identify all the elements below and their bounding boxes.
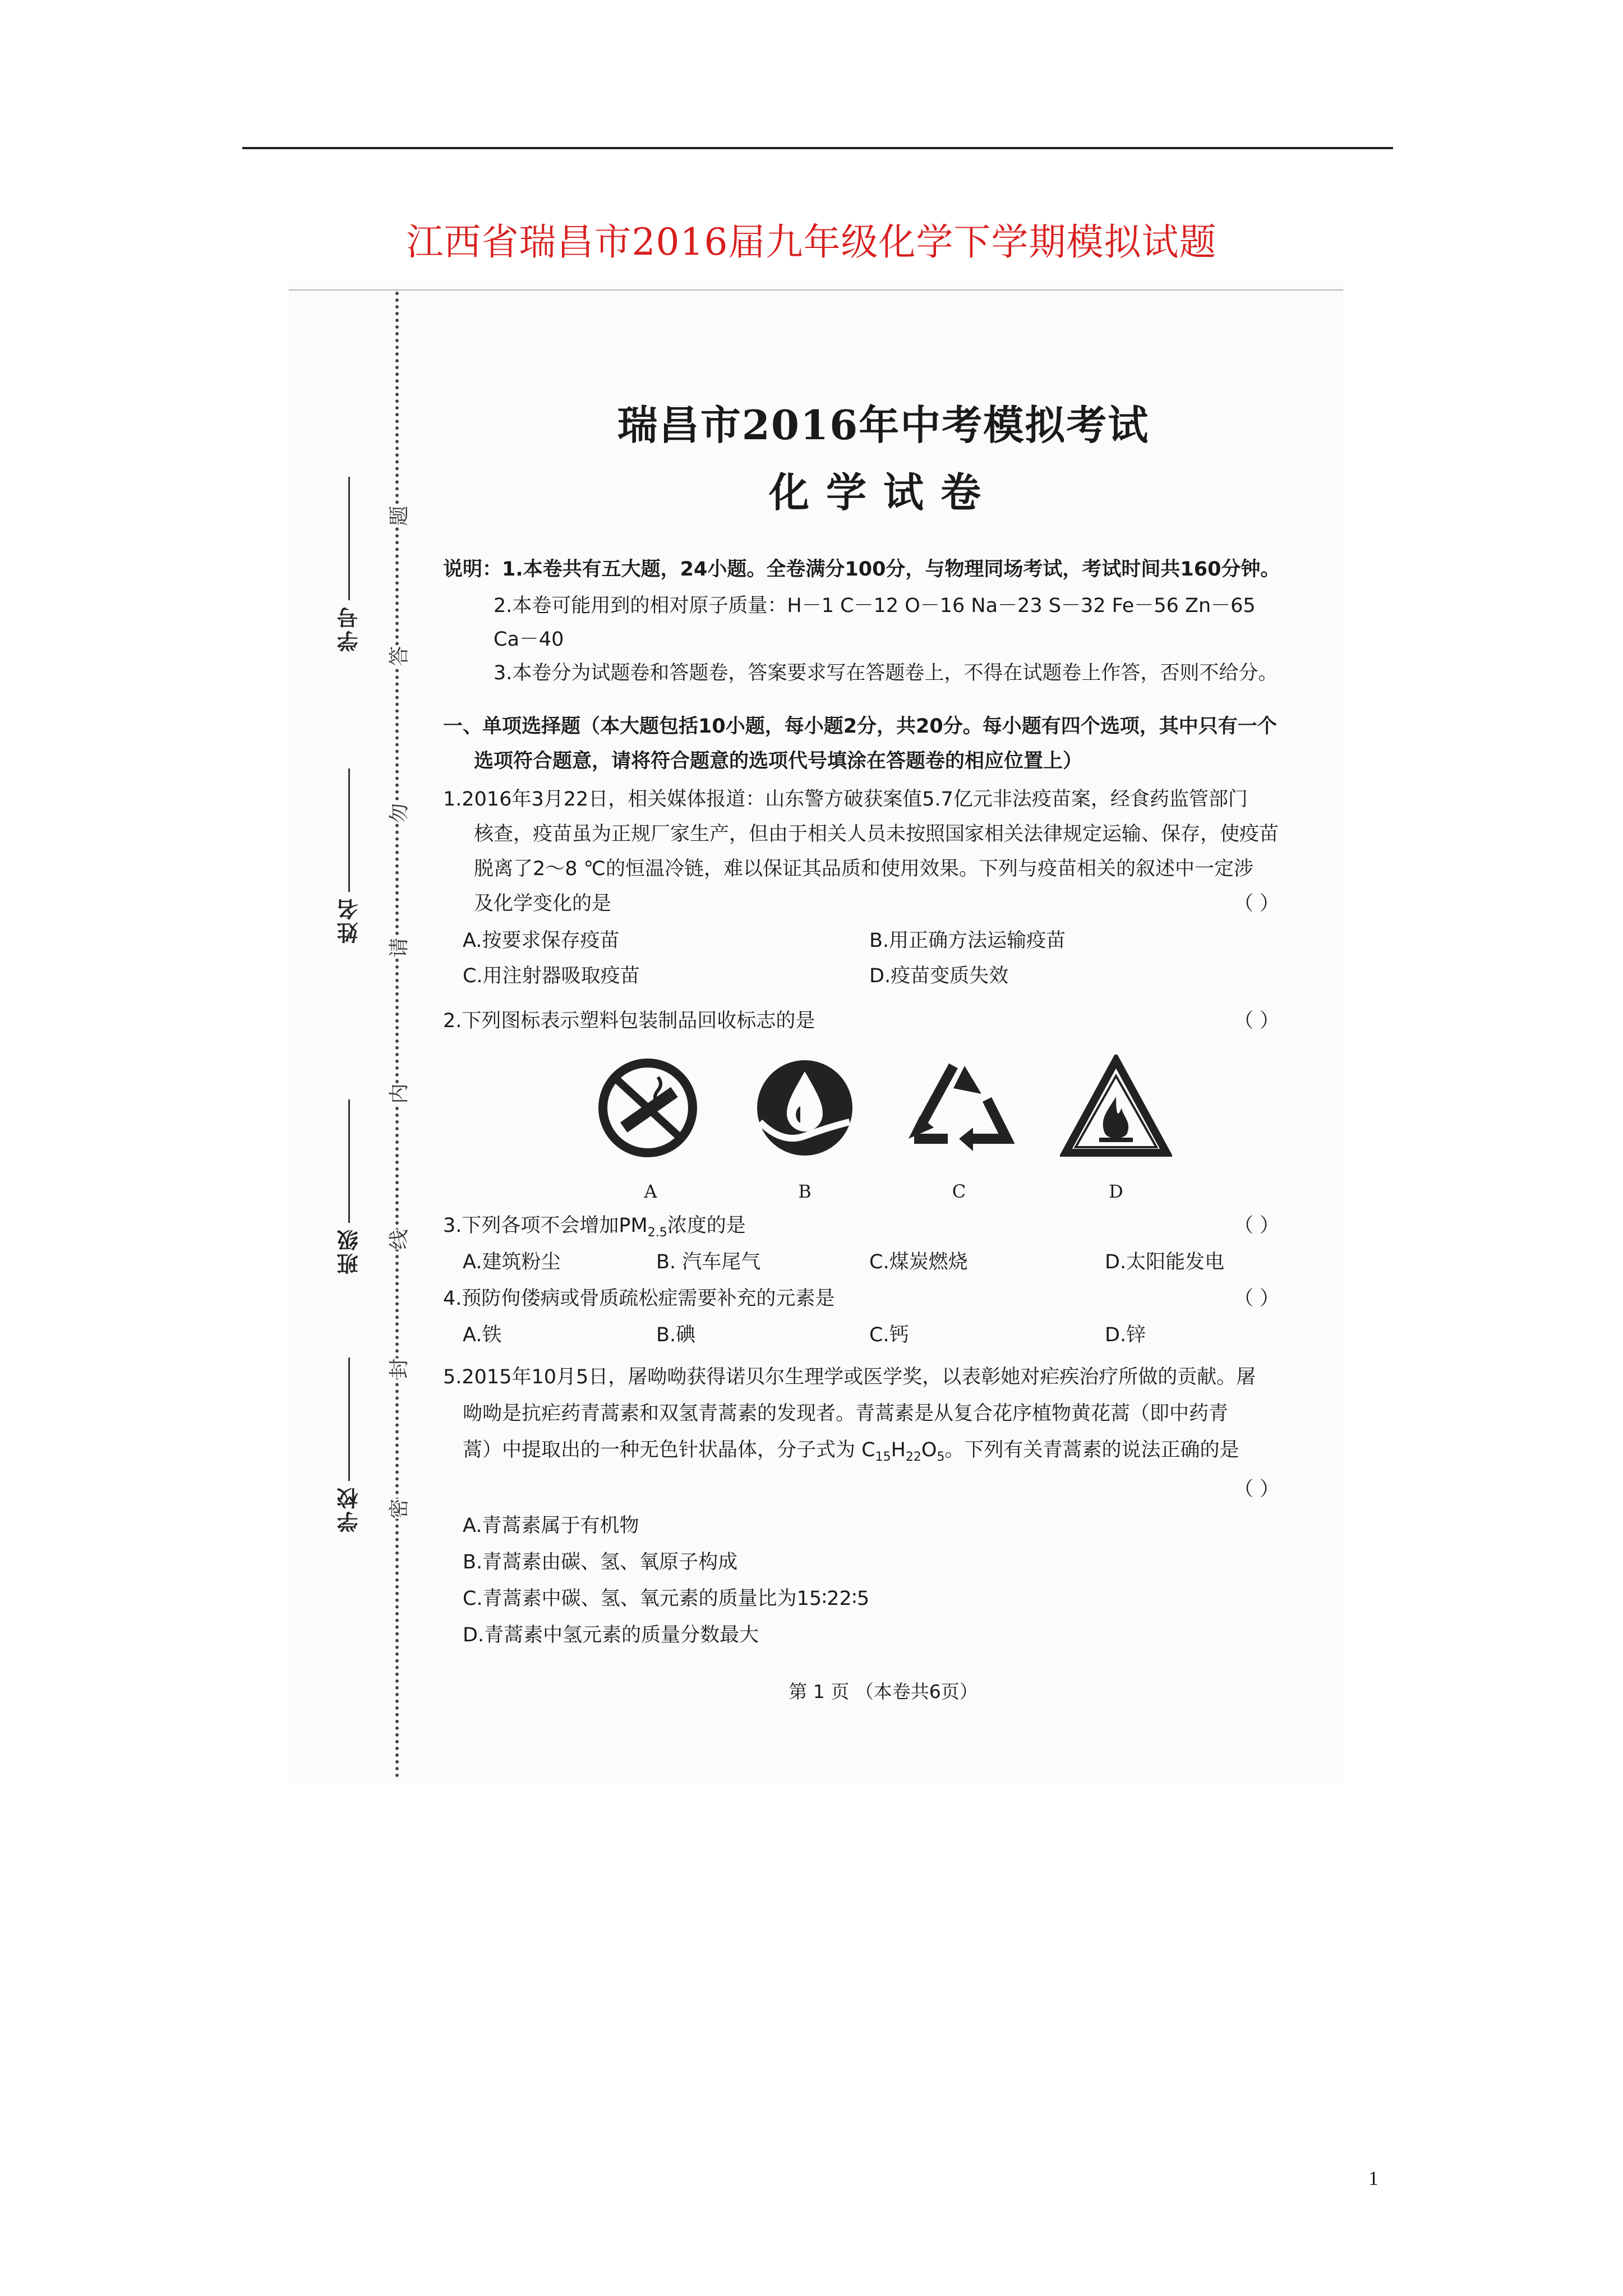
answer-paren: （ ） [1234,1287,1280,1310]
student-id-field [334,477,367,652]
school-underline [349,1358,351,1481]
school-label: 学校 [337,1485,362,1533]
q5-option-d: D.青蒿素中氢元素的质量分数最大 [463,1624,759,1646]
water-saving-icon [749,1055,866,1161]
q2-stem: 2.下列图标表示塑料包装制品回收标志的是 [443,1010,815,1032]
q1-option-a: A.按要求保存疫苗 [463,930,620,952]
class-underline [349,1099,351,1223]
seal-char: 题 [381,505,414,526]
exam-page-footer: 第 1 页 （本卷共6页） [789,1681,978,1703]
scan-edge [289,289,1343,291]
exam-subtitle: 化学试卷 [768,468,998,516]
q5-line3-after: 。下列有关青蒿素的说法正确的是 [944,1439,1239,1461]
binding-margin [311,292,429,1784]
seal-char: 勿 [381,803,414,823]
header-rule [242,147,1393,149]
exam-title: 瑞昌市2016年中考模拟考试 [617,401,1150,449]
q3-pm-sub: 2.5 [647,1226,667,1240]
notes-label: 说明： [443,558,502,581]
seal-char: 答 [381,646,414,666]
q4-option-b: B.碘 [656,1324,696,1346]
q3-option-b: B. 汽车尾气 [656,1251,761,1273]
q1-stem-line: 1.2016年3月22日，相关媒体报道：山东警方破获案值5.7亿元非法疫苗案，经食药监管部门 [443,788,1248,811]
q5-formula-sub: 15 [875,1450,891,1464]
q5-line3-before: 蒿）中提取出的一种无色针状晶体，分子式为 C [463,1439,875,1461]
icon-label-a: A [644,1181,657,1202]
q4-option-d: D.锌 [1105,1324,1146,1346]
class-field [334,1099,367,1274]
seal-char: 请 [381,937,414,958]
icon-label-c: C [952,1181,966,1202]
q1-stem-line: 脱离了2～8 ℃的恒温冷链，难以保证其品质和使用效果。下列与疫苗相关的叙述中一定涉 [474,858,1253,880]
q1-stem-line: 及化学变化的是 [474,892,612,915]
name-label: 姓名 [337,896,362,944]
answer-paren: （ ） [1234,1010,1280,1032]
q3-option-c: C.煤炭燃烧 [869,1251,968,1273]
answer-paren: （ ） [1234,892,1280,915]
q1-option-b: B.用正确方法运输疫苗 [869,930,1066,952]
q3-stem-before: 3.下列各项不会增加 [443,1214,619,1237]
q5-formula-h: H [891,1439,906,1461]
note-item: Ca－40 [494,628,564,651]
school-field [334,1358,367,1533]
seal-char: 线 [381,1229,414,1249]
q5-stem-line: 呦呦是抗疟药青蒿素和双氢青蒿素的发现者。青蒿素是从复合花序植物黄花蒿（即中药青 [463,1402,1229,1425]
icon-label-d: D [1109,1181,1123,1202]
q1-option-d: D.疫苗变质失效 [869,965,1009,987]
q5-stem-line [463,1436,1239,1471]
q5-formula-sub: 22 [905,1450,921,1464]
q5-option-b: B.青蒿素由碳、氢、氧原子构成 [463,1551,738,1573]
class-label: 班级 [337,1227,362,1274]
recycle-icon [903,1055,1021,1161]
section-heading: 选项符合题意，请将符合题意的选项代号填涂在答题卷的相应位置上） [474,750,1083,772]
student-id-label: 学号 [337,605,362,652]
answer-paren: （ ） [1234,1478,1280,1501]
q3-option-d: D.太阳能发电 [1105,1251,1225,1273]
name-underline [349,769,351,892]
q4-option-a: A.铁 [463,1324,502,1346]
q5-option-a: A.青蒿素属于有机物 [463,1515,639,1537]
student-id-underline [349,477,351,600]
q3-stem [443,1212,746,1247]
section-heading: 一、单项选择题（本大题包括10小题，每小题2分，共20分。每小题有四个选项，其中只有一个 [443,715,1277,738]
q3-option-a: A.建筑粉尘 [463,1251,561,1273]
answer-paren: （ ） [1234,1214,1280,1237]
q5-stem-line: 5.2015年10月5日，屠呦呦获得诺贝尔生理学或医学奖，以表彰她对疟疾治疗所做的贡献。屠 [443,1366,1256,1388]
q5-formula-o: O [921,1439,937,1461]
seal-char: 内 [381,1083,414,1103]
no-smoking-icon [592,1055,709,1161]
q1-option-c: C.用注射器吸取疫苗 [463,965,640,987]
q3-pm: PM [619,1214,648,1237]
q4-stem: 4.预防佝偻病或骨质疏松症需要补充的元素是 [443,1287,835,1310]
notes-line-1 [443,555,1280,583]
q5-option-c: C.青蒿素中碳、氢、氧元素的质量比为15∶22∶5 [463,1588,870,1610]
q3-stem-after: 浓度的是 [667,1214,746,1237]
note-item: 1.本卷共有五大题，24小题。全卷满分100分，与物理同场考试，考试时间共160分钟。 [502,558,1280,581]
note-item: 2.本卷可能用到的相对原子质量：H－1 C－12 O－16 Na－23 S－32 Fe－56 Zn－65 [494,595,1256,617]
page-number: 1 [1368,2167,1378,2189]
seal-char: 封 [381,1358,414,1378]
q1-stem-line: 核查，疫苗虽为正规厂家生产，但由于相关人员未按照国家相关法律规定运输、保存，使疫苗 [474,823,1279,845]
name-field [334,769,367,944]
seal-char: 密 [381,1498,414,1519]
note-item: 3.本卷分为试题卷和答题卷，答案要求写在答题卷上，不得在试题卷上作答，否则不给分。 [494,662,1278,684]
icon-label-b: B [798,1181,811,1202]
flammable-warning-icon [1060,1055,1178,1161]
q4-option-c: C.钙 [869,1324,909,1346]
q5-formula-sub: 5 [937,1450,945,1464]
document-title: 江西省瑞昌市2016届九年级化学下学期模拟试题 [406,220,1217,264]
